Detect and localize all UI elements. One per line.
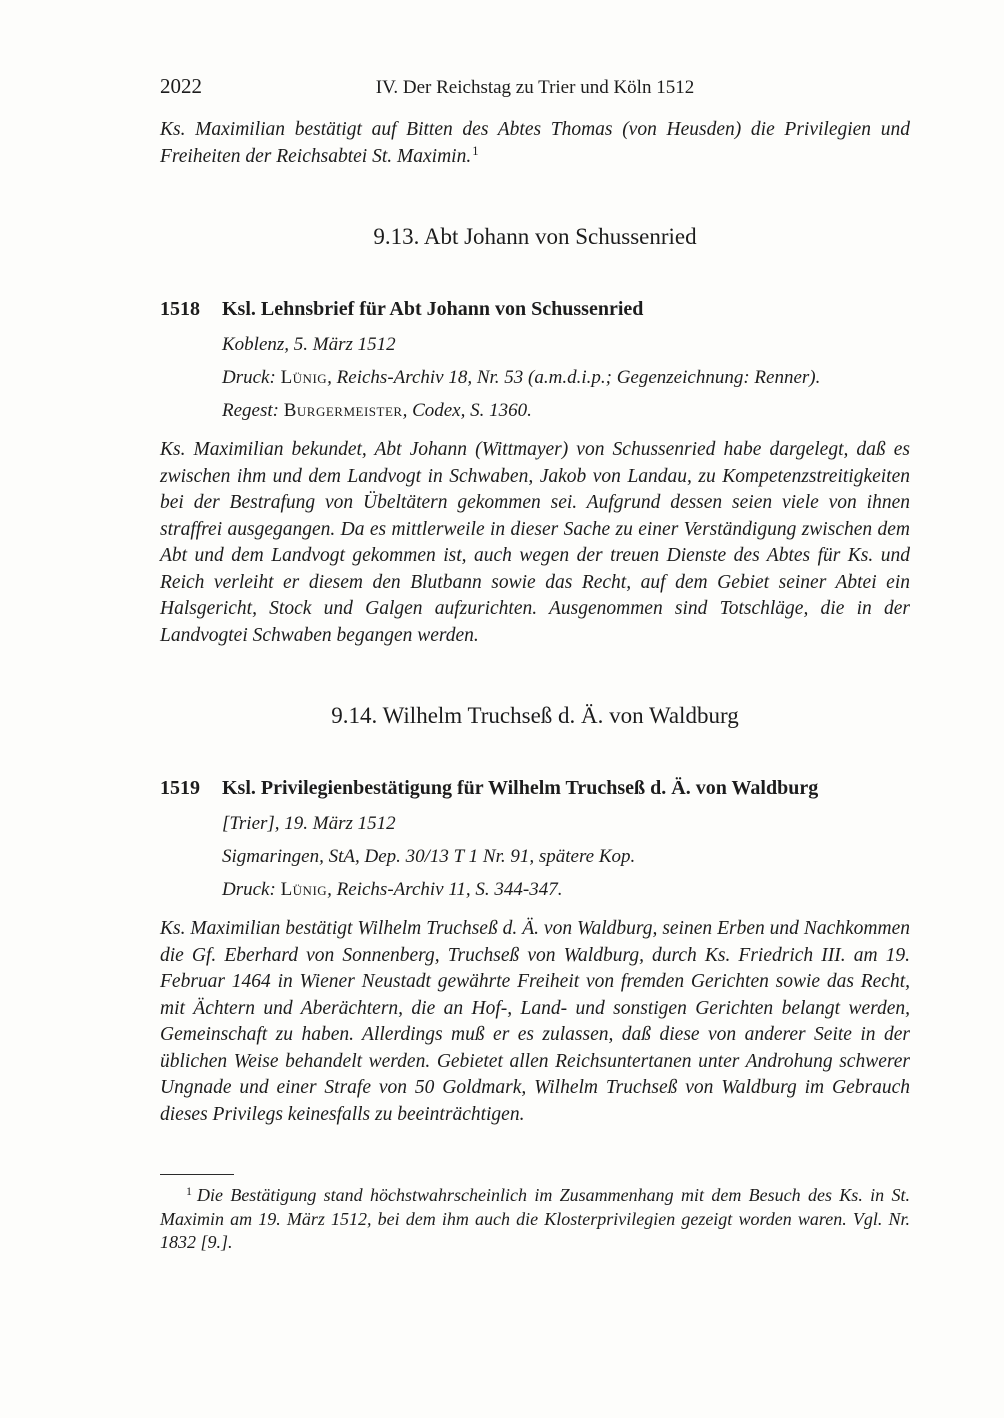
- section-heading-9-13: 9.13. Abt Johann von Schussenried: [373, 224, 697, 249]
- druck-author: Lünig: [280, 879, 328, 900]
- entry-1519-head: [160, 775, 910, 802]
- regest-author: Burgermeister: [283, 400, 403, 421]
- entry-1519-archive-line: Sigmaringen, StA, Dep. 30/13 T 1 Nr. 91, spätere Kop.: [222, 846, 636, 867]
- druck-label: Druck:: [222, 879, 276, 900]
- footnote-1: [160, 1184, 910, 1255]
- footnote-reference: 1: [472, 144, 479, 158]
- entry-1519-number: 1519: [160, 777, 200, 799]
- running-head: [160, 76, 910, 100]
- entry-1519-druck-line: [222, 877, 910, 903]
- entry-1518-druck-line: [222, 365, 910, 391]
- regest-label: Regest:: [222, 400, 279, 421]
- footnote-marker: 1: [186, 1184, 192, 1198]
- entry-1518-regest-line: [222, 398, 910, 424]
- entry-1518-head: [160, 296, 910, 323]
- entry-1518-dateline: Koblenz, 5. März 1512: [222, 334, 396, 355]
- intro-regest: [160, 116, 910, 170]
- druck-detail: , Reichs-Archiv 18, Nr. 53 (a.m.d.i.p.; Gegenzeichnung: Renner).: [327, 367, 821, 388]
- entry-1519: [160, 775, 910, 1128]
- entry-1518-title: Ksl. Lehnsbrief für Abt Johann von Schussenried: [222, 298, 644, 320]
- druck-label: Druck:: [222, 367, 276, 388]
- page-number: 2022: [160, 74, 202, 98]
- druck-detail: , Reichs-Archiv 11, S. 344-347.: [327, 879, 563, 900]
- running-title: IV. Der Reichstag zu Trier und Köln 1512: [375, 77, 695, 98]
- footnote-text: Die Bestätigung stand höchstwahrscheinlich im Zusammenhang mit dem Besuch des Ks. in St. Maximin am 19. März 1512, bei dem ihm auch die Klosterprivilegien gezeigt worden waren. Vgl. Nr. 1832 [9.].: [160, 1185, 910, 1252]
- entry-1519-dateline: [Trier], 19. März 1512: [222, 813, 396, 834]
- regest-detail: , Codex, S. 1360.: [402, 400, 532, 421]
- entry-1518-body: Ks. Maximilian bekundet, Abt Johann (Wittmayer) von Schussenried habe dargelegt, daß es zwischen ihm und dem Landvogt in Schwaben, Jakob von Landau, zu Kompetenzstreitigkeiten bei der Bestrafung von Übeltätern gekommen sei. Aufgrund dessen seien viele von ihnen straffrei ausgegangen. Da es mittlerweile in dieser Sache zu einer Verständigung zwischen dem Abt und dem Landvogt gekommen ist, auch wegen der treuen Dienste des Abtes für Ks. und Reich verleiht er diesem den Blutbann sowie das Recht, auf dem Gebiet seiner Abtei ein Halsgericht, Stock und Galgen aufzurichten. Ausgenommen sind Totschläge, die in der Landvogtei Schwaben begangen werden.: [160, 439, 910, 646]
- entry-1519-sources: [222, 811, 910, 903]
- section-heading-9-14: 9.14. Wilhelm Truchseß d. Ä. von Waldburg: [331, 703, 739, 728]
- entry-1518: [160, 296, 910, 649]
- footnote-area: [160, 1174, 910, 1255]
- druck-author: Lünig: [280, 367, 328, 388]
- footnote-rule: [160, 1174, 234, 1175]
- entry-1519-body: Ks. Maximilian bestätigt Wilhelm Truchseß d. Ä. von Waldburg, seinen Erben und Nachkommen die Gf. Eberhard von Sonnenberg, Truchseß von Waldburg, durch Ks. Friedrich III. am 19. Februar 1464 in Wiener Neustadt gewährte Freiheit von fremden Gerichten sowie das Recht, mit Ächtern und Aberächtern, die an Hof-, Land- und sonstigen Gerichten belangt werden, Gemeinschaft zu haben. Allerdings muß er es zulassen, daß diese von anderer Seite in der üblichen Weise behandelt werden. Gebietet allen Reichsuntertanen unter Androhung schwerer Ungnade und einer Strafe von 50 Goldmark, Wilhelm Truchseß von Waldburg im Gebrauch dieses Privilegs keinesfalls zu beeinträchtigen.: [160, 918, 910, 1125]
- intro-regest-text: Ks. Maximilian bestätigt auf Bitten des Abtes Thomas (von Heusden) die Privilegien und Freiheiten der Reichsabtei St. Maximin.: [160, 119, 910, 167]
- entry-1518-sources: [222, 332, 910, 424]
- entry-1518-number: 1518: [160, 298, 200, 320]
- entry-1519-title: Ksl. Privilegienbestätigung für Wilhelm Truchseß d. Ä. von Waldburg: [222, 777, 819, 799]
